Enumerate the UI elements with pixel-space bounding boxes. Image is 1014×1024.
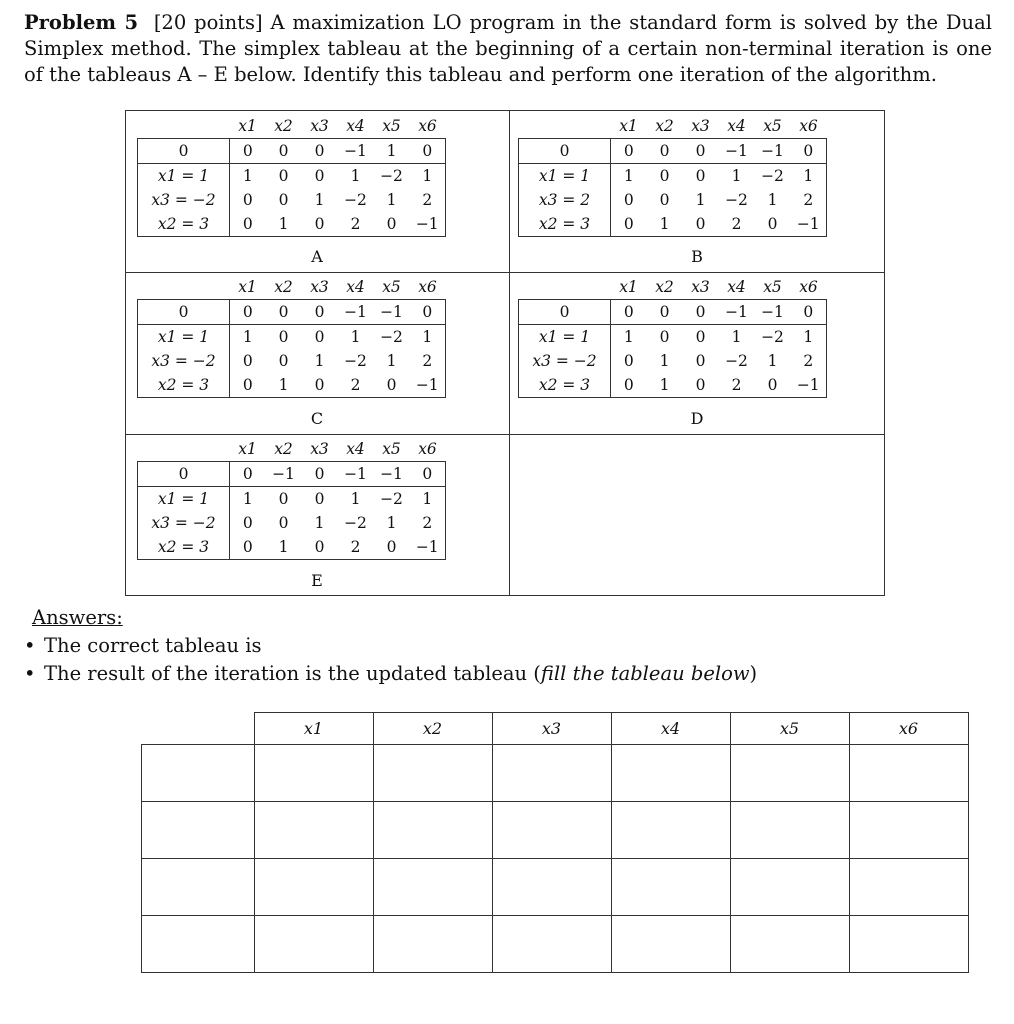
- header-blank: [519, 275, 611, 300]
- tableau-cell: 1: [350, 490, 361, 508]
- reduced-cost-cell: 0: [230, 300, 266, 325]
- tableau-header-row: [138, 437, 446, 462]
- tableau-cell: 1: [314, 191, 325, 209]
- tableau-cell: 0: [302, 373, 338, 398]
- tableau-cell: 1: [410, 487, 446, 512]
- reduced-cost-cell: −1: [755, 139, 791, 164]
- tableau-cell: 0: [278, 167, 289, 185]
- tableau-c: [137, 275, 446, 398]
- tableau-cell: 1: [314, 352, 325, 370]
- tableau-cell: −2: [344, 514, 367, 532]
- objective-row: [138, 462, 446, 487]
- column-header-x3: x3: [691, 117, 710, 135]
- tableau-cell: 0: [230, 373, 266, 398]
- column-header-x6: x6: [418, 117, 437, 135]
- basic-variable-label: x1 = 1: [138, 164, 230, 189]
- tableau-cell: 1: [314, 514, 325, 532]
- tableau-cell: −2: [344, 352, 367, 370]
- answer-cell[interactable]: [730, 745, 849, 802]
- grid-divider-vertical-lower: [509, 434, 510, 596]
- tableau-cell: 1: [410, 164, 446, 189]
- header-blank: [138, 275, 230, 300]
- answers-title: Answers:: [32, 606, 123, 629]
- tableau-header-row: [138, 275, 446, 300]
- column-header-x3: x3: [310, 278, 329, 296]
- constraint-row: [519, 212, 827, 237]
- objective-row: [138, 300, 446, 325]
- tableau-cell: 1: [350, 167, 361, 185]
- column-header-x1: x1: [238, 440, 257, 458]
- reduced-cost-cell: 0: [611, 139, 647, 164]
- tableau-cell: 1: [767, 191, 778, 209]
- tableau-cell: −1: [791, 212, 827, 237]
- reduced-cost-cell: 0: [683, 139, 719, 164]
- answer-cell[interactable]: [254, 916, 373, 973]
- basic-variable-label: x1 = 1: [138, 325, 230, 350]
- constraint-row: [138, 188, 446, 212]
- answer-header-row: [142, 713, 969, 745]
- tableau-cell: 1: [266, 535, 302, 560]
- answer-col-x4: x4: [611, 713, 730, 745]
- tableau-cell: 1: [767, 352, 778, 370]
- reduced-cost-cell: 0: [302, 462, 338, 487]
- header-blank: [138, 114, 230, 139]
- problem-label: Problem 5: [24, 11, 139, 34]
- answer-row: [142, 859, 969, 916]
- tableau-name: D: [690, 409, 704, 428]
- reduced-cost-cell: 0: [410, 300, 446, 325]
- tableau-cell: 0: [314, 167, 325, 185]
- tableau-cell: 0: [278, 514, 289, 532]
- answer-cell[interactable]: [142, 802, 255, 859]
- constraint-row: [138, 373, 446, 398]
- answer-col-x6: x6: [849, 713, 968, 745]
- column-header-x3: x3: [691, 278, 710, 296]
- problem-statement: [24, 10, 992, 88]
- tableau-header-row: [519, 275, 827, 300]
- answer-row: [142, 802, 969, 859]
- grid-divider-horizontal-2: [126, 434, 884, 435]
- answer-cell[interactable]: [492, 859, 611, 916]
- answer-cell[interactable]: [142, 859, 255, 916]
- answer-cell[interactable]: [492, 802, 611, 859]
- constraint-row: [519, 164, 827, 189]
- tableau-cell: 0: [695, 167, 706, 185]
- tableau-cell: 0: [695, 352, 706, 370]
- tableau-name: B: [691, 247, 703, 266]
- answer-bullet-2-italic: fill the tableau below: [540, 662, 750, 685]
- tableau-header-row: [138, 114, 446, 139]
- basic-variable-label: x3 = −2: [519, 349, 611, 373]
- tableau-cell: −1: [410, 535, 446, 560]
- column-header-x6: x6: [418, 278, 437, 296]
- constraint-row: [138, 487, 446, 512]
- reduced-cost-cell: −1: [266, 462, 302, 487]
- column-header-x5: x5: [382, 117, 401, 135]
- tableau-cell: 2: [791, 349, 827, 373]
- tableau-header-row: [519, 114, 827, 139]
- answer-col-x5: x5: [730, 713, 849, 745]
- tableau-cell: 0: [302, 212, 338, 237]
- basic-variable-label: x1 = 1: [519, 164, 611, 189]
- objective-value: 0: [138, 300, 230, 325]
- answer-cell[interactable]: [254, 745, 373, 802]
- tableau-cell: 1: [266, 373, 302, 398]
- tableau-cell: 1: [623, 167, 634, 185]
- tableau-cell: 0: [278, 352, 289, 370]
- constraint-row: [519, 188, 827, 212]
- column-header-x6: x6: [799, 117, 818, 135]
- objective-value: 0: [519, 300, 611, 325]
- tableau-cell: 0: [659, 191, 670, 209]
- basic-variable-label: x1 = 1: [138, 487, 230, 512]
- reduced-cost-cell: 0: [791, 139, 827, 164]
- basic-variable-label: x2 = 3: [138, 212, 230, 237]
- tableau-e: [137, 437, 446, 560]
- tableau-cell: 2: [719, 373, 755, 398]
- column-header-x1: x1: [238, 117, 257, 135]
- tableau-cell: 0: [374, 373, 410, 398]
- basic-variable-label: x3 = 2: [519, 188, 611, 212]
- answer-cell[interactable]: [492, 916, 611, 973]
- column-header-x5: x5: [382, 278, 401, 296]
- tableau-cell: 0: [314, 328, 325, 346]
- reduced-cost-cell: 0: [302, 300, 338, 325]
- tableau-cell: 1: [731, 328, 742, 346]
- objective-row: [519, 300, 827, 325]
- bullet-dot-icon: •: [24, 634, 36, 657]
- column-header-x5: x5: [382, 440, 401, 458]
- answer-cell[interactable]: [611, 916, 730, 973]
- column-header-x1: x1: [619, 278, 638, 296]
- basic-variable-label: x2 = 3: [138, 373, 230, 398]
- column-header-x4: x4: [727, 278, 746, 296]
- constraint-row: [138, 511, 446, 535]
- answer-cell[interactable]: [254, 802, 373, 859]
- tableau-cell: 2: [338, 212, 374, 237]
- tableau-cell: 2: [410, 511, 446, 535]
- tableau-cell: 0: [278, 490, 289, 508]
- problem-text: [20 points] A maximization LO program in the standard form is solved by the Dual Simplex method. The simplex tableau at the beginning of a certain non-terminal iteration is one of the tableaus A – E below. Identify this tableau and perform one iteration of the algorithm.: [24, 11, 992, 86]
- objective-row: [519, 139, 827, 164]
- answer-bullet-2-suffix: ): [749, 662, 758, 685]
- tableau-cell: −2: [725, 352, 748, 370]
- answer-cell[interactable]: [492, 745, 611, 802]
- answer-col-x3: x3: [492, 713, 611, 745]
- tableau-cell: 1: [242, 167, 253, 185]
- reduced-cost-cell: 0: [410, 462, 446, 487]
- tableau-cell: 0: [623, 191, 634, 209]
- tableau-cell: 2: [410, 188, 446, 212]
- column-header-x4: x4: [346, 440, 365, 458]
- tableau-cell: 1: [647, 212, 683, 237]
- answer-header-blank: [142, 713, 255, 745]
- objective-row: [138, 139, 446, 164]
- tableau-cell: 0: [695, 328, 706, 346]
- tableau-cell: −2: [761, 328, 784, 346]
- reduced-cost-cell: −1: [374, 300, 410, 325]
- tableau-cell: 1: [386, 352, 397, 370]
- column-header-x2: x2: [655, 117, 674, 135]
- tableau-d: [518, 275, 827, 398]
- answer-cell[interactable]: [849, 916, 968, 973]
- reduced-cost-cell: 1: [374, 139, 410, 164]
- column-header-x6: x6: [418, 440, 437, 458]
- tableau-cell: −2: [380, 167, 403, 185]
- basic-variable-label: x3 = −2: [138, 511, 230, 535]
- answer-row: [142, 745, 969, 802]
- grid-divider-horizontal-1: [126, 272, 884, 273]
- reduced-cost-cell: 0: [266, 300, 302, 325]
- tableau-cell: −1: [410, 212, 446, 237]
- tableau-cell: 0: [755, 373, 791, 398]
- answer-row: [142, 916, 969, 973]
- tableau-cell: 2: [791, 188, 827, 212]
- tableau-name: A: [311, 247, 323, 266]
- tableau-cell: 0: [230, 212, 266, 237]
- basic-variable-label: x1 = 1: [519, 325, 611, 350]
- tableau-name: C: [310, 409, 324, 428]
- column-header-x1: x1: [619, 117, 638, 135]
- reduced-cost-cell: −1: [719, 139, 755, 164]
- column-header-x6: x6: [799, 278, 818, 296]
- tableau-cell: −2: [380, 490, 403, 508]
- basic-variable-label: x3 = −2: [138, 349, 230, 373]
- answer-cell[interactable]: [373, 745, 492, 802]
- tableau-cell: 1: [386, 191, 397, 209]
- basic-variable-label: x3 = −2: [138, 188, 230, 212]
- reduced-cost-cell: −1: [338, 462, 374, 487]
- answers-section: [24, 604, 984, 688]
- column-header-x4: x4: [346, 278, 365, 296]
- tableau-a: [137, 114, 446, 237]
- column-header-x3: x3: [310, 117, 329, 135]
- reduced-cost-cell: −1: [719, 300, 755, 325]
- answer-cell[interactable]: [373, 859, 492, 916]
- tableau-cell: −2: [380, 328, 403, 346]
- tableau-cell: 1: [350, 328, 361, 346]
- answer-cell[interactable]: [730, 859, 849, 916]
- column-header-x2: x2: [274, 117, 293, 135]
- header-blank: [138, 437, 230, 462]
- objective-value: 0: [138, 462, 230, 487]
- tableau-cell: 1: [791, 164, 827, 189]
- tableau-cell: 0: [659, 328, 670, 346]
- column-header-x2: x2: [655, 278, 674, 296]
- tableau-cell: 1: [266, 212, 302, 237]
- tableau-b: [518, 114, 827, 237]
- tableau-cell: 1: [410, 325, 446, 350]
- tableau-cell: −1: [791, 373, 827, 398]
- reduced-cost-cell: 0: [647, 300, 683, 325]
- reduced-cost-cell: 0: [791, 300, 827, 325]
- reduced-cost-cell: 0: [647, 139, 683, 164]
- tableau-cell: 0: [611, 373, 647, 398]
- tableau-cell: 0: [230, 535, 266, 560]
- tableau-cell: 1: [695, 191, 706, 209]
- tableau-cell: 1: [623, 328, 634, 346]
- answer-cell[interactable]: [142, 745, 255, 802]
- tableau-cell: 0: [623, 352, 634, 370]
- tableau-cell: 0: [374, 212, 410, 237]
- column-header-x2: x2: [274, 278, 293, 296]
- answer-cell[interactable]: [849, 859, 968, 916]
- tableau-cell: 0: [611, 212, 647, 237]
- tableau-cell: 0: [755, 212, 791, 237]
- tableau-cell: 0: [302, 535, 338, 560]
- constraint-row: [138, 535, 446, 560]
- reduced-cost-cell: −1: [338, 139, 374, 164]
- answer-cell[interactable]: [254, 859, 373, 916]
- answer-cell[interactable]: [142, 916, 255, 973]
- tableau-cell: 2: [719, 212, 755, 237]
- answer-cell[interactable]: [730, 802, 849, 859]
- tableau-cell: 1: [242, 328, 253, 346]
- basic-variable-label: x2 = 3: [519, 212, 611, 237]
- tableau-cell: −2: [725, 191, 748, 209]
- constraint-row: [138, 164, 446, 189]
- answer-cell[interactable]: [373, 916, 492, 973]
- tableau-cell: 1: [659, 352, 670, 370]
- tableau-cell: 1: [647, 373, 683, 398]
- column-header-x3: x3: [310, 440, 329, 458]
- tableau-cell: 0: [278, 191, 289, 209]
- reduced-cost-cell: −1: [755, 300, 791, 325]
- tableau-cell: 1: [386, 514, 397, 532]
- tableau-cell: 2: [338, 373, 374, 398]
- column-header-x2: x2: [274, 440, 293, 458]
- tableau-cell: 0: [242, 352, 253, 370]
- answer-bullet-1: [24, 632, 984, 660]
- header-blank: [519, 114, 611, 139]
- tableau-cell: −1: [410, 373, 446, 398]
- reduced-cost-cell: 0: [266, 139, 302, 164]
- answer-bullet-2-prefix: The result of the iteration is the updated tableau (: [44, 662, 541, 685]
- reduced-cost-cell: 0: [611, 300, 647, 325]
- constraint-row: [519, 373, 827, 398]
- column-header-x1: x1: [238, 278, 257, 296]
- reduced-cost-cell: 0: [683, 300, 719, 325]
- tableau-cell: 2: [410, 349, 446, 373]
- objective-value: 0: [519, 139, 611, 164]
- answer-cell[interactable]: [611, 859, 730, 916]
- column-header-x5: x5: [763, 117, 782, 135]
- bullet-dot-icon: •: [24, 662, 36, 685]
- tableau-cell: 1: [242, 490, 253, 508]
- tableau-cell: 0: [683, 212, 719, 237]
- constraint-row: [138, 325, 446, 350]
- answer-bullet-2: [24, 660, 984, 688]
- column-header-x5: x5: [763, 278, 782, 296]
- answer-col-x1: x1: [254, 713, 373, 745]
- basic-variable-label: x2 = 3: [138, 535, 230, 560]
- column-header-x4: x4: [346, 117, 365, 135]
- objective-value: 0: [138, 139, 230, 164]
- constraint-row: [138, 212, 446, 237]
- answer-cell[interactable]: [849, 745, 968, 802]
- answer-cell[interactable]: [611, 802, 730, 859]
- tableau-cell: 2: [338, 535, 374, 560]
- reduced-cost-cell: 0: [302, 139, 338, 164]
- reduced-cost-cell: 0: [230, 462, 266, 487]
- answer-cell[interactable]: [730, 916, 849, 973]
- tableau-cell: 0: [242, 514, 253, 532]
- answer-tableau: [141, 712, 969, 973]
- column-header-x4: x4: [727, 117, 746, 135]
- constraint-row: [519, 349, 827, 373]
- constraint-row: [138, 349, 446, 373]
- answer-cell[interactable]: [373, 802, 492, 859]
- tableau-name: E: [311, 571, 323, 590]
- answer-bullet-1-text: The correct tableau is: [44, 634, 262, 657]
- tableau-cell: 1: [731, 167, 742, 185]
- tableau-cell: 1: [791, 325, 827, 350]
- constraint-row: [519, 325, 827, 350]
- reduced-cost-cell: −1: [338, 300, 374, 325]
- tableau-cell: 0: [242, 191, 253, 209]
- answer-cell[interactable]: [611, 745, 730, 802]
- tableau-cell: 0: [278, 328, 289, 346]
- tableau-cell: −2: [344, 191, 367, 209]
- reduced-cost-cell: −1: [374, 462, 410, 487]
- basic-variable-label: x2 = 3: [519, 373, 611, 398]
- tableau-cell: 0: [659, 167, 670, 185]
- reduced-cost-cell: 0: [410, 139, 446, 164]
- tableau-cell: 0: [683, 373, 719, 398]
- answer-col-x2: x2: [373, 713, 492, 745]
- reduced-cost-cell: 0: [230, 139, 266, 164]
- tableau-cell: 0: [374, 535, 410, 560]
- tableau-cell: −2: [761, 167, 784, 185]
- tableau-cell: 0: [314, 490, 325, 508]
- answer-cell[interactable]: [849, 802, 968, 859]
